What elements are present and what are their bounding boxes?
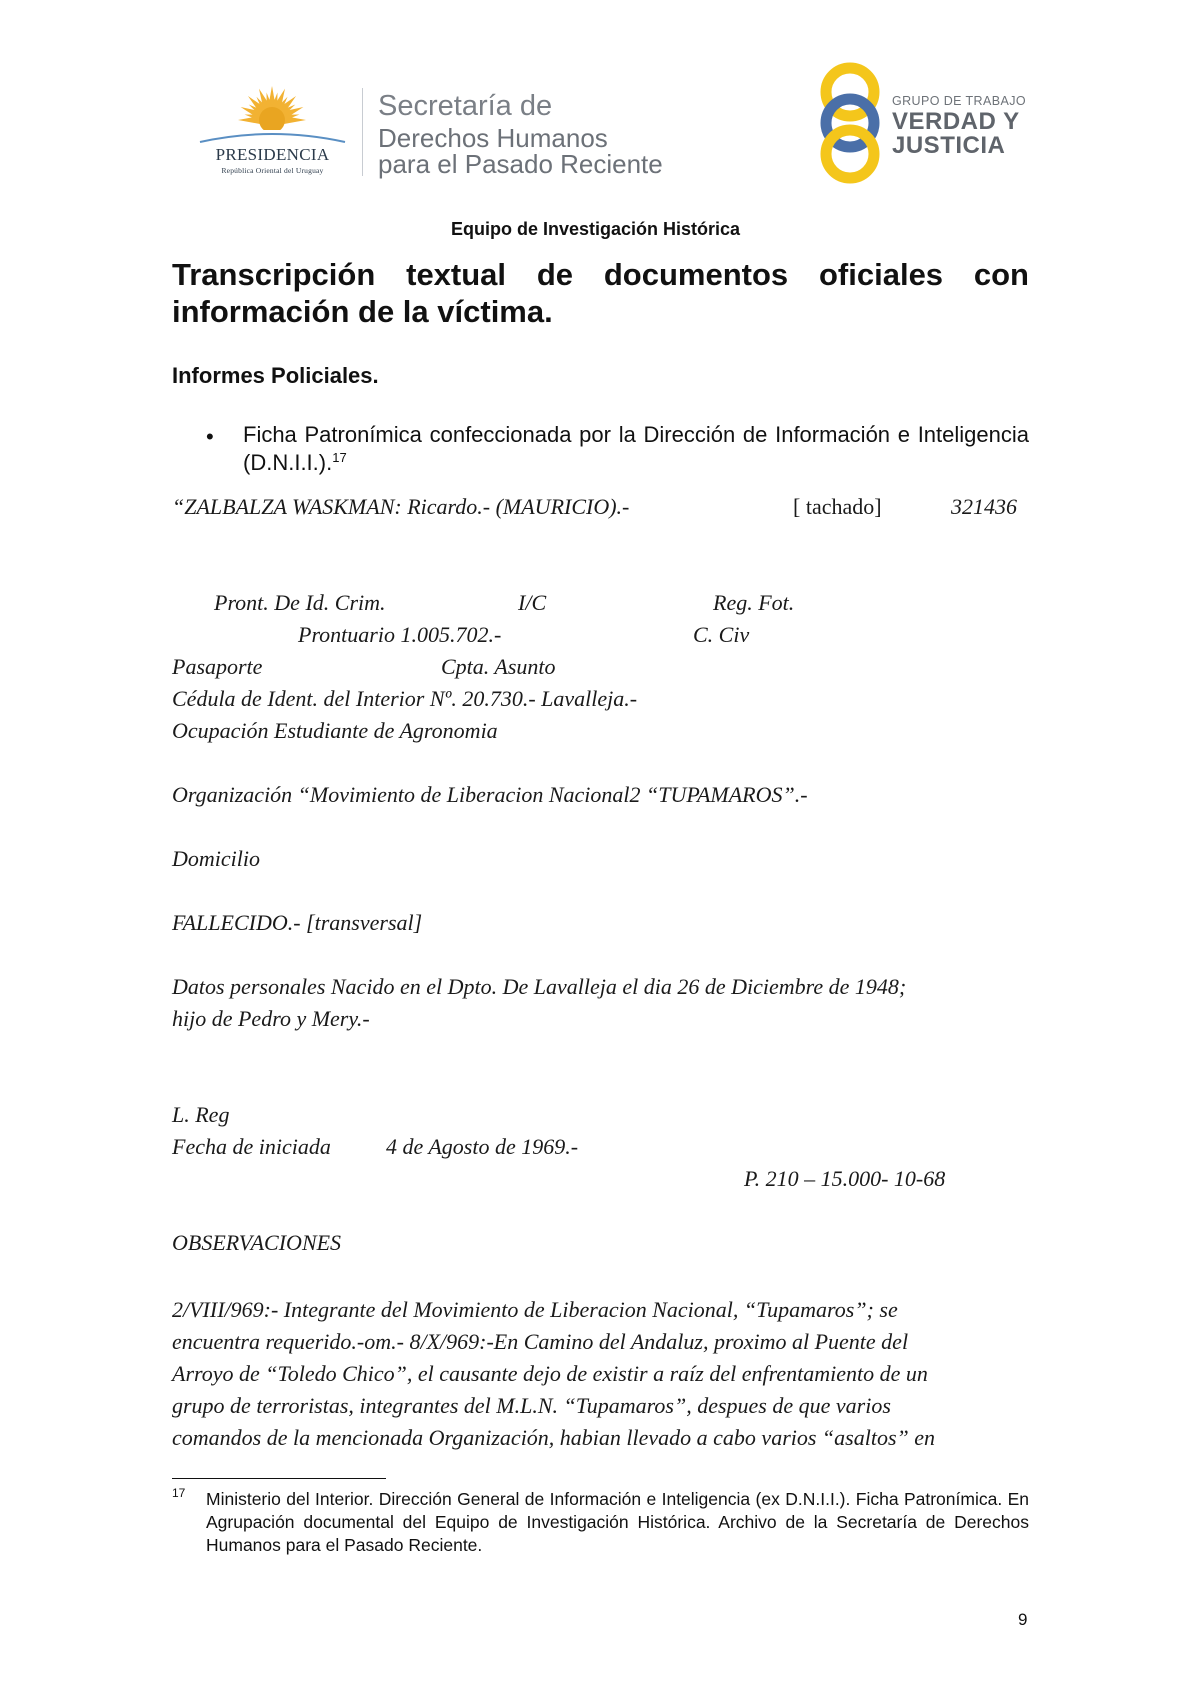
observaciones-line: comandos de la mencionada Organización, habian llevado a cabo varios “asaltos” en bbox=[172, 1425, 936, 1450]
footnote-number: 17 bbox=[172, 1486, 186, 1500]
observaciones-line: grupo de terroristas, integrantes del M.L.N. “Tupamaros”, despues de que varios bbox=[172, 1393, 891, 1418]
ficha-tachado-note: [ tachado] bbox=[793, 494, 882, 519]
ficha-pasaporte: Pasaporte bbox=[172, 654, 263, 679]
page-number: 9 bbox=[1018, 1610, 1028, 1629]
ficha-datos-personales-line-2: hijo de Pedro y Mery.- bbox=[172, 1006, 370, 1031]
footnote-text: Ministerio del Interior. Dirección General de Información e Inteligencia (ex D.N.I.I.). Ficha Patronímica. En Agrupación documental del Equipo de Investigación Histórica. Archivo de la Secretaría de Derechos Humanos para el Pasado Reciente. bbox=[206, 1489, 1029, 1555]
secretaria-line-2: Derechos Humanos bbox=[378, 123, 608, 153]
ficha-cedula: Cédula de Ident. del Interior Nº. 20.730.- Lavalleja.- bbox=[172, 686, 638, 711]
footnote-separator bbox=[172, 1478, 386, 1479]
ficha-number: 321436 bbox=[951, 494, 1017, 519]
observaciones-line: Arroyo de “Toledo Chico”, el causante dejo de existir a raíz del enfrentamiento de un bbox=[172, 1361, 928, 1386]
bullet-item bbox=[243, 421, 1029, 477]
main-title: Transcripción textual de documentos oficiales con información de la víctima. bbox=[172, 257, 1029, 329]
ficha-cpta-asunto: Cpta. Asunto bbox=[441, 654, 556, 679]
secretaria-line-3: para el Pasado Reciente bbox=[378, 149, 663, 179]
ficha-reg-fot: Reg. Fot. bbox=[713, 590, 795, 615]
presidencia-subtitle: República Oriental del Uruguay bbox=[221, 166, 324, 175]
ficha-fallecido: FALLECIDO.- [transversal] bbox=[172, 910, 423, 935]
ficha-prontuario: Prontuario 1.005.702.- bbox=[298, 622, 502, 647]
verdad-justicia-rings-logo bbox=[810, 62, 890, 184]
vj-group-label: GRUPO DE TRABAJO bbox=[892, 94, 1026, 108]
bullet-text: Ficha Patronímica confeccionada por la Dirección de Información e Inteligencia (D.N.I.I.). bbox=[243, 422, 1029, 475]
ficha-pront-id-crim: Pront. De Id. Crim. bbox=[214, 590, 386, 615]
logo-divider bbox=[362, 88, 363, 176]
vj-title-line-2: JUSTICIA bbox=[892, 132, 1006, 159]
observaciones-line: encuentra requerido.-om.- 8/X/969:-En Camino del Andaluz, proximo al Puente del bbox=[172, 1329, 909, 1354]
ficha-observaciones-heading: OBSERVACIONES bbox=[172, 1230, 342, 1255]
ficha-datos-personales-line-1: Datos personales Nacido en el Dpto. De Lavalleja el dia 26 de Diciembre de 1948; bbox=[172, 974, 907, 999]
vj-title-line-1: VERDAD Y bbox=[892, 108, 1020, 135]
ficha-ocupacion: Ocupación Estudiante de Agronomia bbox=[172, 718, 498, 743]
bullet-marker: • bbox=[206, 424, 214, 449]
ficha-domicilio: Domicilio bbox=[172, 846, 260, 871]
observaciones-line: 2/VIII/969:- Integrante del Movimiento de Liberacion Nacional, “Tupamaros”; se bbox=[172, 1297, 898, 1322]
ficha-observaciones-text bbox=[172, 1294, 1032, 1454]
section-heading: Informes Policiales. bbox=[172, 363, 379, 388]
team-heading: Equipo de Investigación Histórica bbox=[450, 219, 741, 239]
ficha-name-line: “ZALBALZA WASKMAN: Ricardo.- (MAURICIO).- bbox=[172, 494, 630, 519]
ficha-fecha-label: Fecha de iniciada bbox=[172, 1134, 331, 1159]
ficha-organizacion: Organización “Movimiento de Liberacion Nacional2 “TUPAMAROS”.- bbox=[172, 782, 808, 807]
ficha-l-reg: L. Reg bbox=[172, 1102, 230, 1127]
ficha-c-civ: C. Civ bbox=[693, 622, 750, 647]
ficha-form-code: P. 210 – 15.000- 10-68 bbox=[744, 1166, 946, 1191]
footnote-reference[interactable]: 17 bbox=[332, 450, 347, 465]
ficha-ic: I/C bbox=[518, 590, 547, 615]
presidencia-wordmark: PRESIDENCIA bbox=[215, 145, 330, 164]
secretaria-line-1: Secretaría de bbox=[378, 90, 553, 122]
ficha-fecha-value: 4 de Agosto de 1969.- bbox=[386, 1134, 579, 1159]
